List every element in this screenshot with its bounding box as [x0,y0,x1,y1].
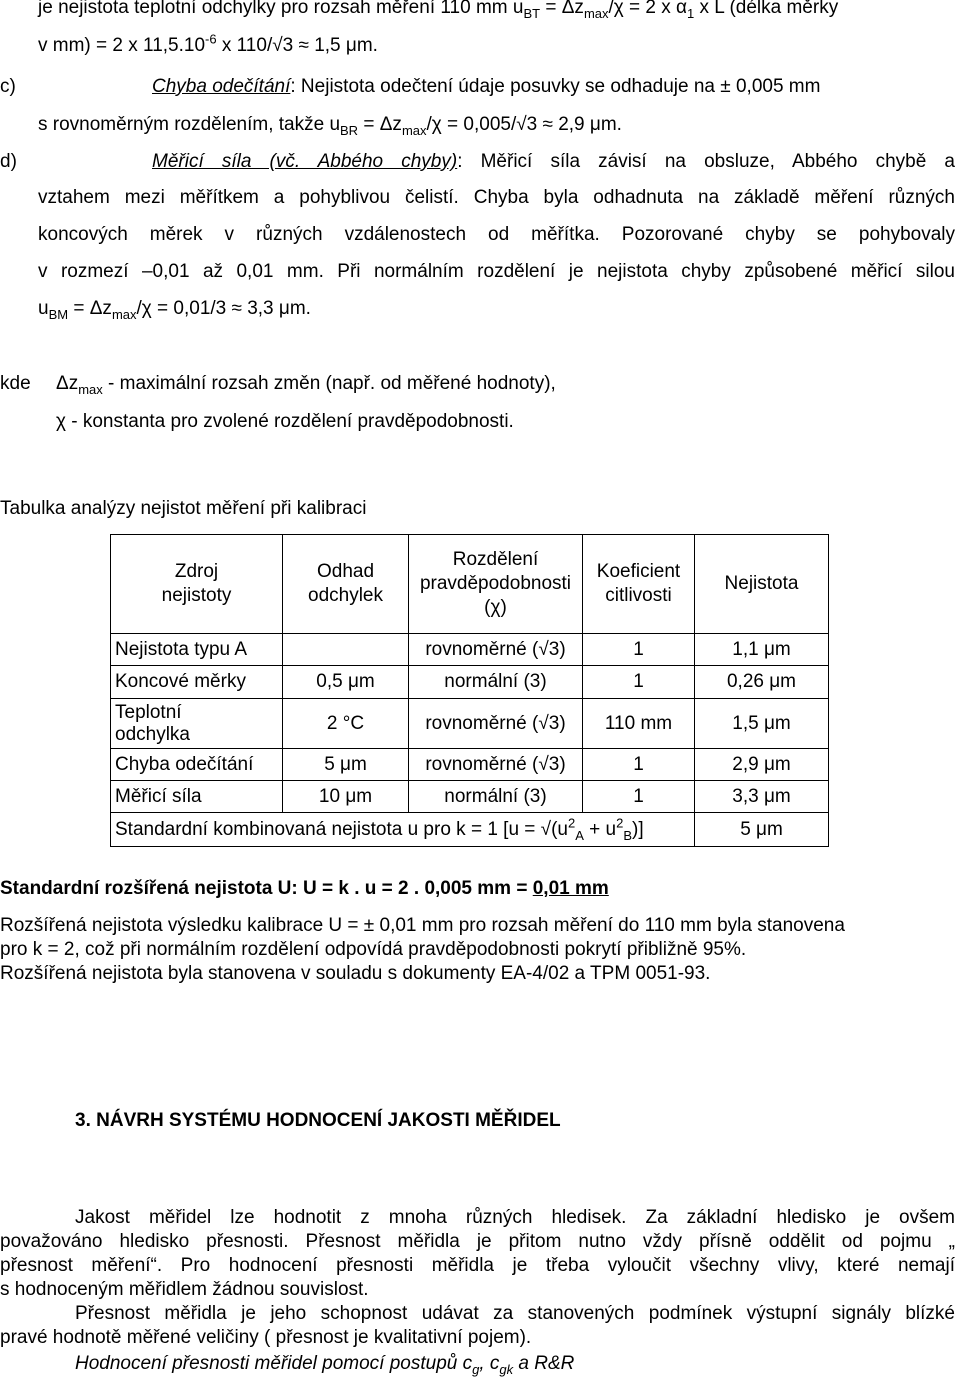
item-d-line-4: v rozmezí –0,01 až 0,01 mm. Při normálním rozdělení je nejistota chyby způsobené měřicí silou [38,261,955,282]
table-row: Teplotní odchylka 2 °C rovnoměrné (√3) 110 mm 1,5 μm [111,699,829,749]
table-row: Měřicí síla 10 μm normální (3) 1 3,3 μm [111,781,829,813]
item-d-line-3: koncových měrek v různých vzdálenostech od měřítka. Pozorované chyby se pohybovaly [38,224,955,245]
item-d-line-1: Měřicí síla (vč. Abbého chyby): Měřicí síla závisí na obsluze, Abbého chybě a [152,151,955,172]
header-source: Zdroj nejistoty [111,535,283,634]
header-coefficient: Koeficient citlivosti [583,535,695,634]
table-row: Chyba odečítání 5 μm rovnoměrné (√3) 1 2,9 μm [111,749,829,781]
item-d-line-5: $u_{BM} = \Delta z_{max}/\chi = 0,01/3 \approx 3,3$ μm. [38,298,311,322]
item-c-line-1: Chyba odečítání: Nejistota odečtení údaje posuvky se odhaduje na ± 0,005 mm [152,76,821,97]
table-combined-row [111,813,829,847]
expanded-result: 0,01 mm [532,878,609,899]
intro-line-2: v mm) = 2 x $11,5.10^{-6}$ x 110/√3 ≈ 1,5 μm. [38,31,378,56]
expanded-para-line-2: pro k = 2, což při normálním rozdělení odpovídá pravděpodobnosti pokrytí přibližně 95%. [0,939,747,960]
header-estimate: Odhad odchylek [283,535,409,634]
intro-line-1: je nejistota teplotní odchylky pro rozsah měření 110 mm $u_{BT} = \Delta z_{max}/\chi = 2$ x $\alpha_1$ x L (délka měrky [38,0,839,21]
table-header-row [111,535,829,634]
section-3-p1-line-4: s hodnoceným měřidlem žádnou souvislost. [0,1279,369,1300]
where-def-2: χ - konstanta pro zvolené rozdělení pravděpodobnosti. [56,411,514,432]
combined-value: 5 μm [695,813,829,847]
item-d-line-2: vztahem mezi měřítkem a pohyblivou čelistí. Chyba byla odhadnuta na základě měření různých [38,187,955,208]
expanded-label: Standardní rozšířená nejistota U: [0,878,298,899]
section-3-p1-line-2: považováno hledisko přesnosti. Přesnost měřidla je přitom nutno vždy přísně oddělit od pojmu „ [0,1231,955,1252]
section-3-p2-line-2: pravé hodnotě měřené veličiny ( přesnost je kvalitativní pojem). [0,1327,532,1348]
section-3-heading: 3. NÁVRH SYSTÉMU HODNOCENÍ JAKOSTI MĚŘIDEL [75,1110,561,1131]
header-distribution: Rozdělení pravděpodobnosti (χ) [409,535,583,634]
where-def-1: $\Delta z_{max}$ - maximální rozsah změn (např. od měřené hodnoty), [56,373,556,397]
section-3-p1-line-1: Jakost měřidel lze hodnotit z mnoha různých hledisek. Za základní hledisko je ovšem [75,1207,955,1228]
section-3-p3: Hodnocení přesnosti měřidel pomocí postupů $c_g$, $c_{gk}$ a R&R [75,1353,575,1377]
table-title: Tabulka analýzy nejistot měření při kalibraci [0,498,367,519]
expanded-para-line-1: Rozšířená nejistota výsledku kalibrace U = ± 0,01 mm pro rozsah měření do 110 mm byla stanovena [0,915,845,936]
section-3-p1-line-3: přesnost měření“. Pro hodnocení přesnosti měřidla je třeba vyloučit všechny vlivy, které nemají [0,1255,955,1276]
where-label: kde [0,373,31,394]
item-d-title: Měřicí síla (vč. Abbého chyby) [152,151,458,172]
item-d-marker: d) [0,151,17,172]
uncertainty-table [110,534,829,847]
table-row: Koncové měrky 0,5 μm normální (3) 1 0,26 μm [111,666,829,699]
item-c-marker: c) [0,76,16,97]
section-3-p2-line-1: Přesnost měřidla je jeho schopnost udávat za stanovených podmínek výstupní signály blízké [75,1303,955,1324]
header-uncertainty: Nejistota [695,535,829,634]
item-c-title: Chyba odečítání [152,76,291,97]
expanded-para-line-3: Rozšířená nejistota byla stanovena v souladu s dokumenty EA-4/02 a TPM 0051-93. [0,963,711,984]
item-c-line-2: s rovnoměrným rozdělením, takže $u_{BR} = \Delta z_{max}/\chi = 0,005/√3 \approx 2,9$ μm. [38,114,622,138]
expanded-line: Standardní rozšířená nejistota U: U = k . u = 2 . 0,005 mm = 0,01 mm [0,878,609,899]
table-row: Nejistota typu A rovnoměrné (√3) 1 1,1 μm [111,634,829,666]
combined-label: Standardní kombinovaná nejistota u pro k = 1 $[u = √(u^2_A + u^2_B)]$ [111,813,695,847]
